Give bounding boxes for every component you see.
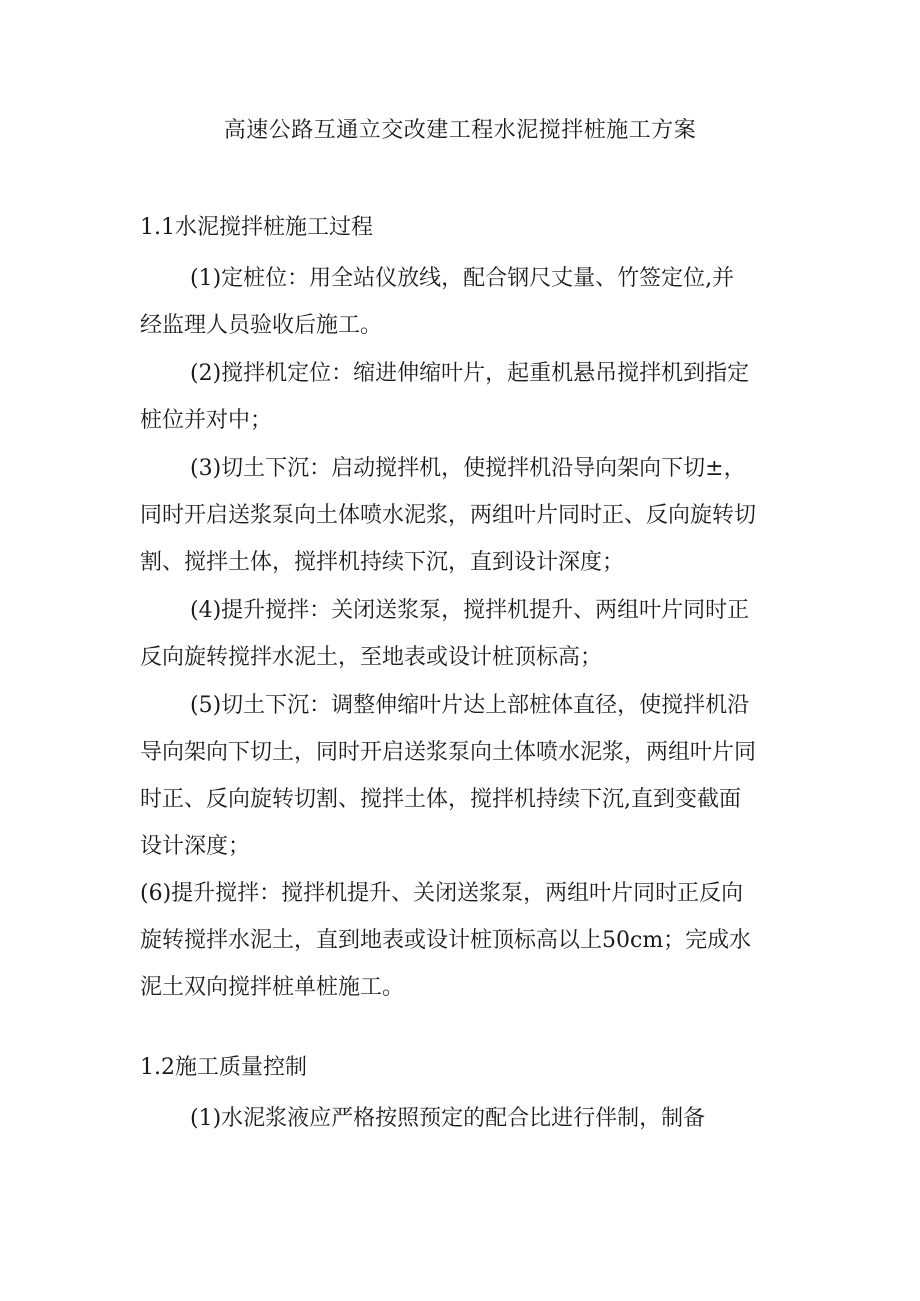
paragraph-step-4 <box>140 587 790 681</box>
paragraph-line: (4)提升搅拌：关闭送浆泵，搅拌机提升、两组叶片同时正 <box>190 598 750 623</box>
paragraph-step-5 <box>140 682 790 870</box>
section-heading-1-2: 1.2施工质量控制 <box>140 1055 307 1080</box>
paragraph-line: 泥土双向搅拌桩单桩施工。 <box>140 975 405 1000</box>
paragraph-line: 割、搅拌土体，搅拌机持续下沉，直到设计深度； <box>140 550 625 575</box>
paragraph-line: 导向架向下切土，同时开启送浆泵向土体喷水泥浆，两组叶片同 <box>140 740 757 765</box>
paragraph-line: 反向旋转搅拌水泥土，至地表或设计桩顶标高； <box>140 645 603 670</box>
paragraph-step-1 <box>140 255 790 349</box>
paragraph-line: (1)定桩位：用全站仪放线，配合钢尺丈量、竹签定位,并 <box>190 266 735 291</box>
paragraph-line: 时正、反向旋转切割、搅拌土体，搅拌机持续下沉,直到变截面 <box>140 787 741 812</box>
paragraph-line: (3)切土下沉：启动搅拌机，使搅拌机沿导向架向下切±， <box>190 456 746 481</box>
paragraph-line: (1)水泥浆液应严格按照预定的配合比进行伴制，制备 <box>190 1106 706 1131</box>
paragraph-line: 经监理人员验收后施工。 <box>140 313 383 338</box>
paragraph-line: 桩位并对中； <box>140 408 273 433</box>
paragraph-line: 设计深度； <box>140 834 251 859</box>
paragraph-line: 旋转搅拌水泥土，直到地表或设计桩顶标高以上50cm；完成水 <box>140 928 752 953</box>
paragraph-step-6 <box>140 870 790 1011</box>
paragraph-line: (2)搅拌机定位：缩进伸缩叶片，起重机悬吊搅拌机到指定 <box>190 361 750 386</box>
paragraph-line: 同时开启送浆泵向土体喷水泥浆，两组叶片同时正、反向旋转切 <box>140 503 757 528</box>
paragraph-step-3 <box>140 445 790 586</box>
paragraph-line: (6)提升搅拌：搅拌机提升、关闭送浆泵，两组叶片同时正反向 <box>140 881 744 906</box>
paragraph-step-2 <box>140 350 790 444</box>
paragraph-quality-1 <box>140 1095 790 1142</box>
paragraph-line: (5)切土下沉：调整伸缩叶片达上部桩体直径，使搅拌机沿 <box>190 693 750 718</box>
document-title: 高速公路互通立交改建工程水泥搅拌桩施工方案 <box>223 118 697 143</box>
section-heading-1-1: 1.1水泥搅拌桩施工过程 <box>140 215 373 240</box>
